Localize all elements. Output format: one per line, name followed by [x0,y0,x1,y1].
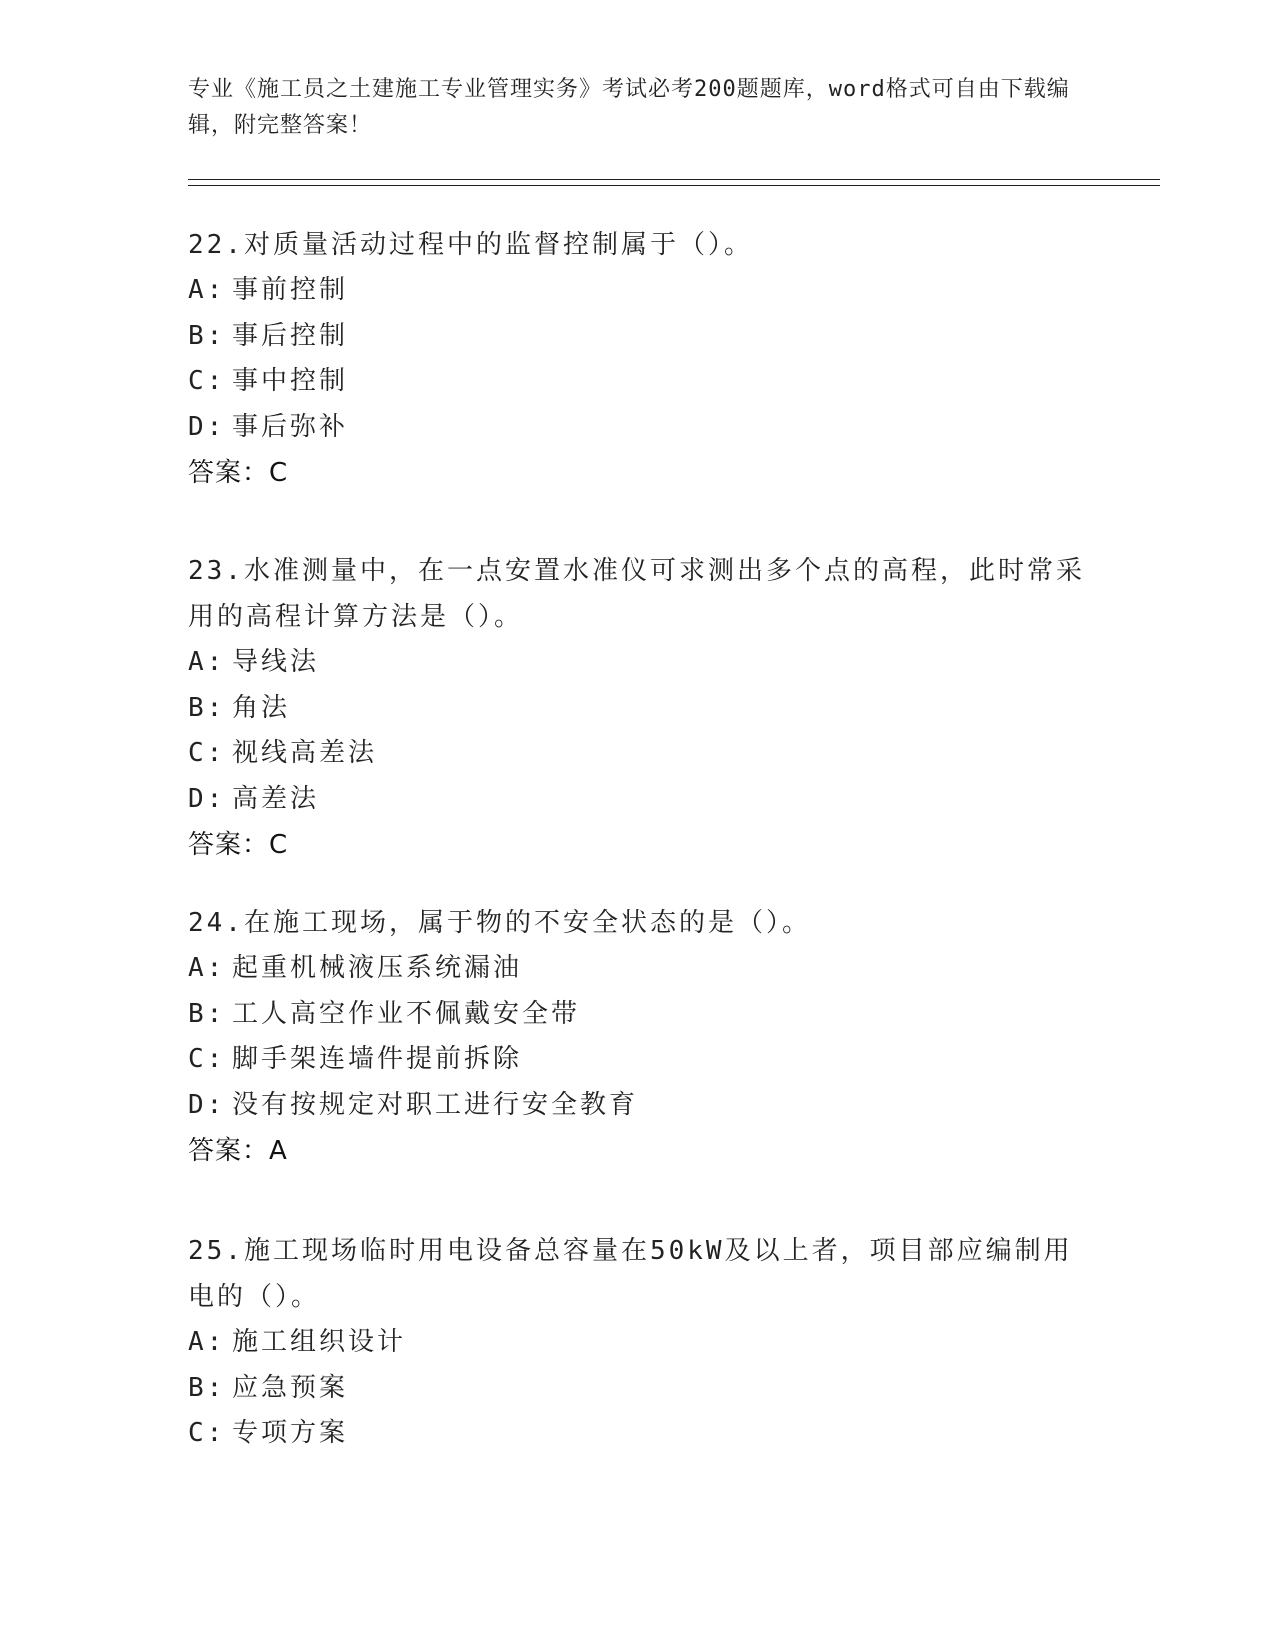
question-stem: 24.在施工现场，属于物的不安全状态的是（）。 [188,908,811,938]
option-b [188,1366,1088,1412]
option-a [188,640,1088,686]
option-text: 事前控制 [232,275,349,305]
option-text: 高差法 [232,783,320,814]
question-stem: 25.施工现场临时用电设备总容量在50kW及以上者，项目部应编制用电的（）。 [188,1236,1073,1312]
option-text: 应急预案 [232,1372,349,1403]
option-key: B: [188,692,226,723]
answer-line: 答案：C [188,458,289,488]
option-text: 事后弥补 [232,411,349,442]
option-key: C: [188,1044,226,1074]
option-key: A: [188,647,226,677]
question-stem: 22.对质量活动过程中的监督控制属于（）。 [188,230,753,260]
option-b [188,992,1088,1038]
option-key: A: [188,275,226,305]
option-text: 事中控制 [232,366,349,396]
option-key: D: [188,1089,226,1120]
option-text: 起重机械液压系统漏油 [232,953,523,983]
option-key: A: [188,953,226,983]
option-text: 视线高差法 [232,738,378,768]
answer-line: 答案：C [188,830,289,860]
option-c [188,731,1088,777]
document-header-title: 专业《施工员之土建施工专业管理实务》考试必考200题题库，word格式可自由下载编辑，附完整答案！ [188,77,1070,138]
option-c [188,1037,1088,1083]
question-23 [188,548,1088,868]
option-key: B: [188,998,226,1029]
option-d [188,1083,1088,1129]
option-b [188,314,1088,360]
option-text: 脚手架连墙件提前拆除 [232,1044,523,1074]
option-key: B: [188,1372,226,1403]
option-key: D: [188,783,226,814]
option-text: 导线法 [232,647,320,677]
question-24 [188,900,1088,1174]
question-22 [188,222,1088,496]
option-text: 工人高空作业不佩戴安全带 [232,998,581,1029]
question-stem: 23.水准测量中，在一点安置水准仪可求测出多个点的高程，此时常采用的高程计算方法是（）。 [188,556,1085,632]
option-text: 施工组织设计 [232,1327,407,1357]
question-25 [188,1228,1088,1457]
option-key: C: [188,1418,226,1448]
option-b [188,686,1088,732]
answer-line: 答案：A [188,1136,288,1166]
option-a [188,268,1088,314]
option-key: C: [188,366,226,396]
option-d [188,405,1088,451]
option-text: 角法 [232,692,291,723]
option-key: A: [188,1327,226,1357]
option-key: C: [188,738,226,768]
option-a [188,946,1088,992]
option-c [188,1411,1088,1457]
option-text: 专项方案 [232,1418,349,1448]
option-a [188,1320,1088,1366]
option-text: 没有按规定对职工进行安全教育 [232,1089,639,1120]
option-d [188,777,1088,823]
option-c [188,359,1088,405]
option-key: D: [188,411,226,442]
header-double-rule [188,179,1160,186]
option-text: 事后控制 [232,320,349,351]
option-key: B: [188,320,226,351]
